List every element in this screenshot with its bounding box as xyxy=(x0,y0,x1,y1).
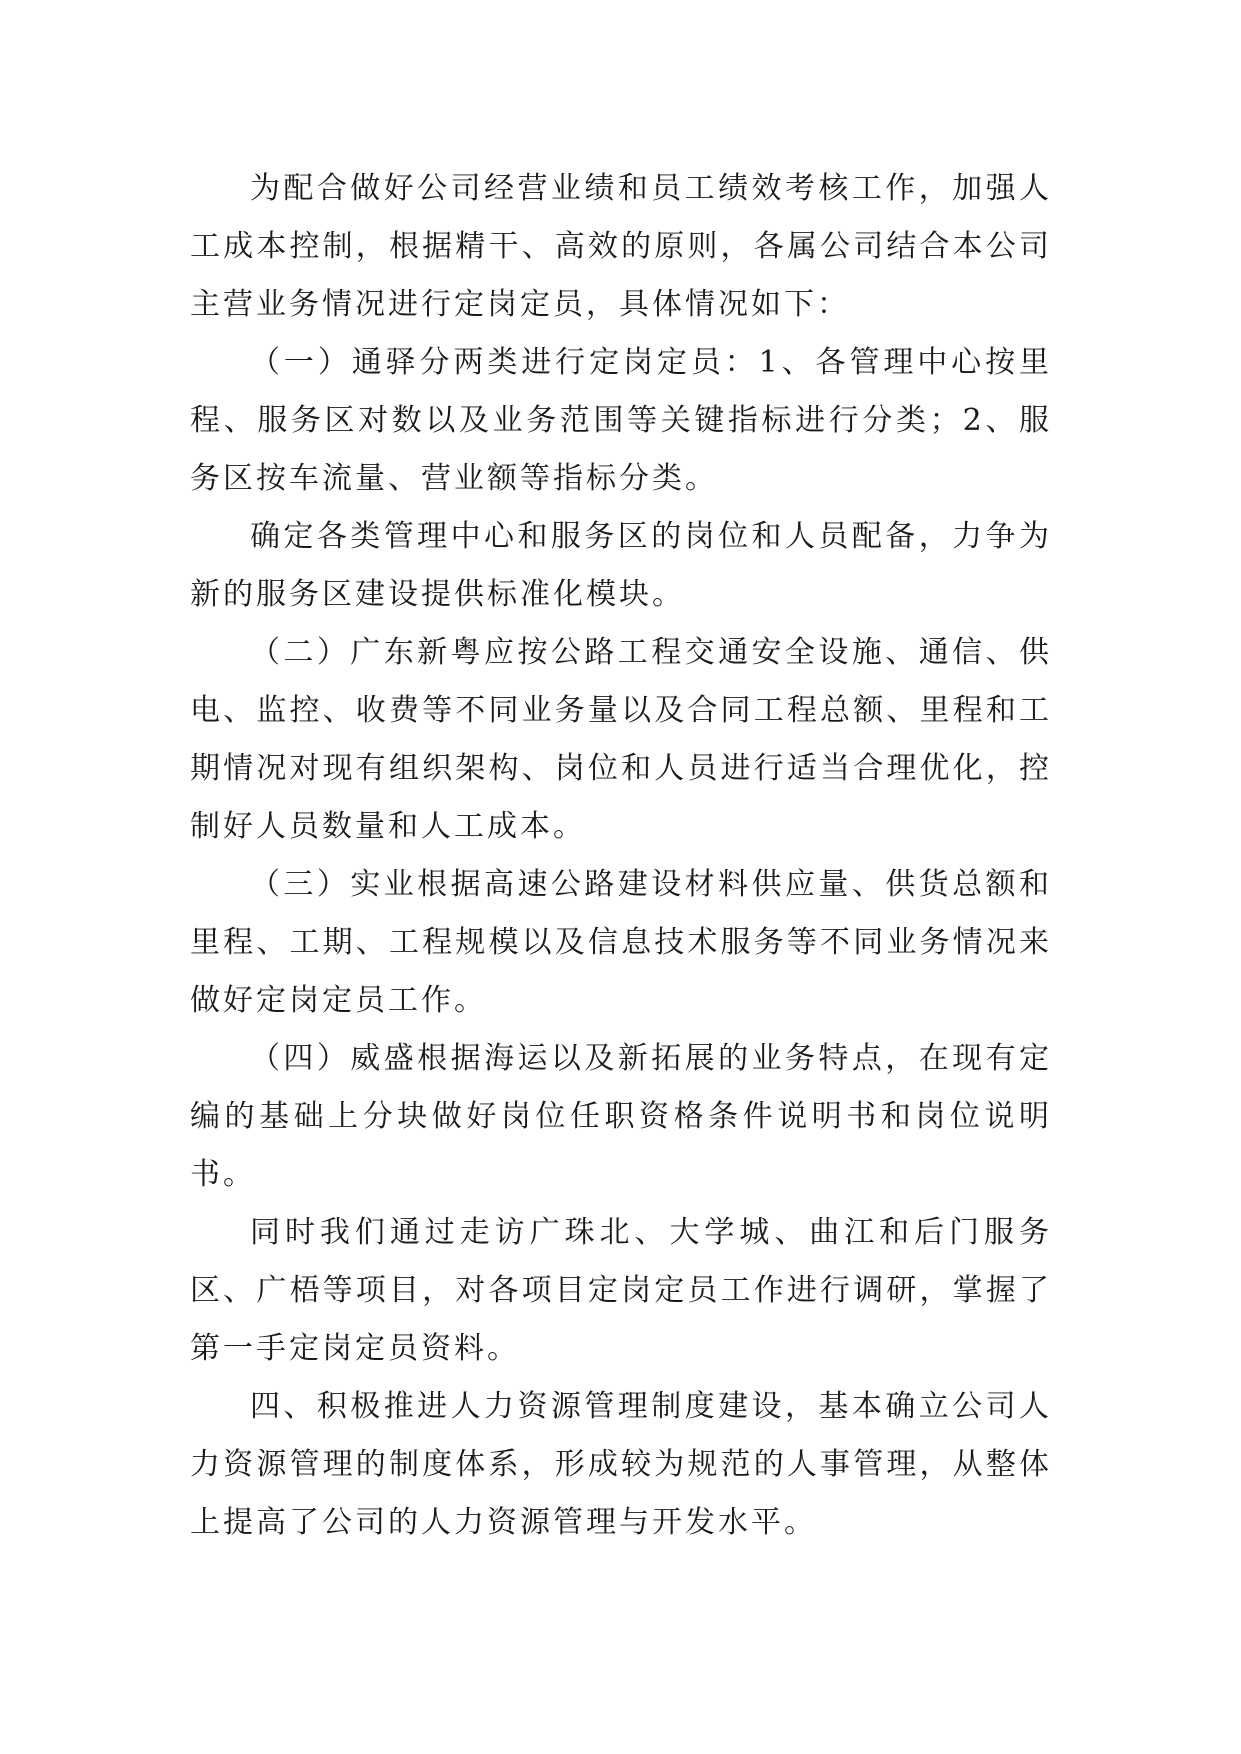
paragraph: 同时我们通过走访广珠北、大学城、曲江和后门服务区、广梧等项目，对各项目定岗定员工作进行调研，掌握了第一手定岗定员资料。 xyxy=(190,1215,1052,1366)
paragraph: 确定各类管理中心和服务区的岗位和人员配备，力争为新的服务区建设提供标准化模块。 xyxy=(190,519,1052,612)
paragraph: （二）广东新粤应按公路工程交通安全设施、通信、供电、监控、收费等不同业务量以及合同工程总额、里程和工期情况对现有组织架构、岗位和人员进行适当合理优化，控制好人员数量和人工成本。 xyxy=(190,635,1052,844)
paragraph: 为配合做好公司经营业绩和员工绩效考核工作，加强人工成本控制，根据精干、高效的原则，各属公司结合本公司主营业务情况进行定岗定员，具体情况如下： xyxy=(190,171,1052,322)
paragraph: （三）实业根据高速公路建设材料供应量、供货总额和里程、工期、工程规模以及信息技术服务等不同业务情况来做好定岗定员工作。 xyxy=(190,867,1052,1018)
paragraph: （一）通驿分两类进行定岗定员：1、各管理中心按里程、服务区对数以及业务范围等关键指标进行分类；2、服务区按车流量、营业额等指标分类。 xyxy=(190,345,1052,496)
paragraph: （四）威盛根据海运以及新拓展的业务特点，在现有定编的基础上分块做好岗位任职资格条件说明书和岗位说明书。 xyxy=(190,1041,1052,1192)
document-body xyxy=(190,160,1052,1552)
paragraph: 四、积极推进人力资源管理制度建设，基本确立公司人力资源管理的制度体系，形成较为规范的人事管理，从整体上提高了公司的人力资源管理与开发水平。 xyxy=(190,1389,1052,1540)
